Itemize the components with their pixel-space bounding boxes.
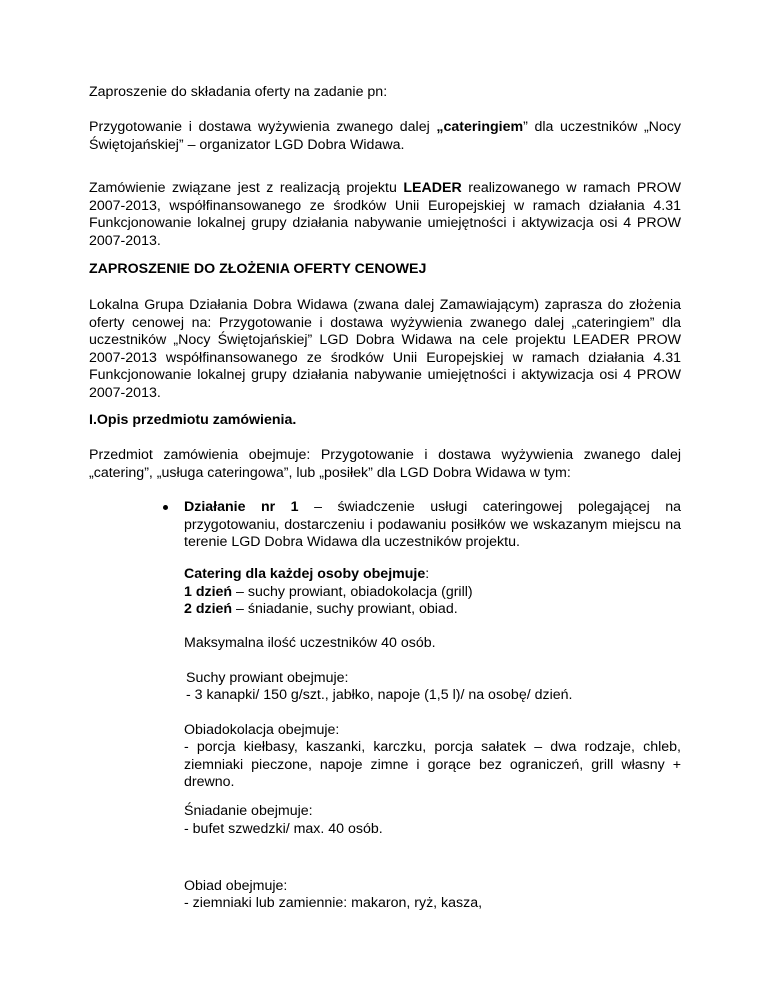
bullet-icon — [160, 499, 172, 515]
lunch-text: - ziemniaki lub zamiennie: makaron, ryż, kasza, — [184, 895, 483, 911]
breakfast-text: - bufet szwedzki/ max. 40 osób. — [184, 821, 383, 837]
action-1-label: Działanie nr 1 — [184, 499, 299, 515]
day-2-label: 2 dzień — [184, 601, 233, 617]
project-text-post: realizowanego w ramach PROW 2007-2013, współfinansowanego ze środków Unii Europejskiej w ramach działania 4.31 Funkcjonowanie lokalnej grupy działania nabywanie umiejętności i aktywizacja osi 4 PROW 2007-2013. — [89, 180, 682, 249]
dry-ration-text: - 3 kanapki/ 150 g/szt., jabłko, napoje (1,5 l)/ na osobę/ dzień. — [186, 687, 573, 703]
offer-heading: ZAPROSZENIE DO ZŁOŻENIA OFERTY CENOWEJ — [89, 261, 427, 277]
catering-title: Catering dla każdej osoby obejmuje — [184, 566, 426, 582]
lunch-title: Obiad obejmuje: — [184, 878, 288, 894]
day-1-label: 1 dzień — [184, 583, 233, 600]
task-text-pre: Przygotowanie i dostawa wyżywienia zwanego dalej — [89, 119, 437, 135]
dinner-title: Obiadokolacja obejmuje: — [184, 722, 340, 738]
task-paragraph — [89, 119, 681, 154]
intro-line: Zaproszenie do składania oferty na zadanie pn: — [89, 84, 388, 100]
catering-colon: : — [425, 566, 430, 582]
day-1-text: – suchy prowiant, obiadokolacja (grill) — [232, 583, 473, 600]
action-1-text: – świadczenie usługi cateringowej polegającej na przygotowaniu, dostarczeniu i podawaniu posiłków we wskazanym miejscu na terenie LGD Dobra Widawa dla uczestników projektu. — [184, 499, 682, 550]
section-1-title: I.Opis przedmiotu zamówienia. — [89, 412, 297, 428]
day-2-text: – śniadanie, suchy prowiant, obiad. — [232, 601, 458, 617]
subject-paragraph: Przedmiot zamówienia obejmuje: Przygotowanie i dostawa wyżywienia zwanego dalej „catering”, „usługa cateringowa”, lub „posiłek” dla LGD Dobra Widawa w tym: — [89, 447, 681, 481]
task-text-post: ” dla uczestników „Nocy Świętojańskiej” – organizator LGD Dobra Widawa. — [89, 119, 681, 153]
task-text-bold: „cateringiem — [436, 119, 524, 135]
dry-ration-title: Suchy prowiant obejmuje: — [186, 670, 349, 686]
max-participants: Maksymalna ilość uczestników 40 osób. — [184, 635, 436, 651]
invitation-paragraph: Lokalna Grupa Działania Dobra Widawa (zwana dalej Zamawiającym) zaprasza do złożenia oferty cenowej na: Przygotowanie i dostawa wyżywienia zwanego dalej „cateringiem” dla uczestników „Nocy Świętojańskiej” LGD Dobra Widawa na cele projektu LEADER PROW 2007-2013 współfinansowanego ze środków Unii Europejskiej w ramach działania 4.31 Funkcjonowanie lokalnej grupy działania nabywanie umiejętności i aktywizacja osi 4 PROW 2007-2013. — [89, 297, 681, 401]
dinner-text: - porcja kiełbasy, kaszanki, karczku, porcja sałatek – dwa rodzaje, chleb, ziemniaki pieczone, napoje zimne i gorące bez ograniczeń, grill własny + drewno. — [184, 739, 681, 790]
breakfast-title: Śniadanie obejmuje: — [184, 803, 313, 819]
action-1-paragraph — [184, 499, 681, 552]
project-text-bold: LEADER — [403, 180, 462, 196]
project-paragraph — [89, 180, 681, 250]
catering-block — [184, 566, 681, 619]
project-text-pre: Zamówienie związane jest z realizacją projektu — [89, 180, 404, 196]
